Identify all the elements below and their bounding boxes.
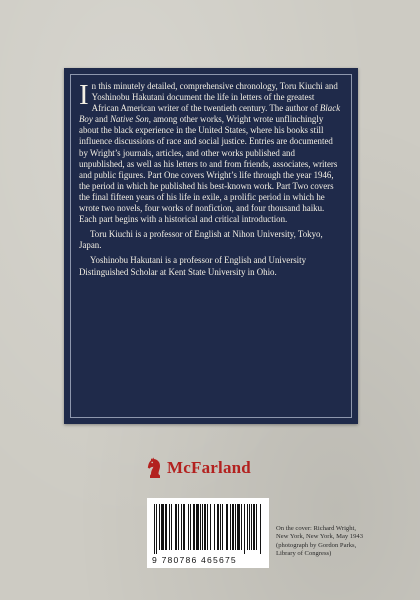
barcode-bar (181, 504, 182, 550)
description-title-italic: Native Son (110, 114, 149, 125)
blurb-panel (64, 68, 358, 424)
barcode-bar (241, 504, 242, 550)
credit-line: Library of Congress) (276, 550, 332, 558)
barcode-bar (210, 504, 211, 550)
barcode-bar (249, 504, 250, 550)
credit-line: New York, New York, May 1943 (276, 533, 364, 541)
barcode-bar (156, 504, 157, 554)
barcode-bar (154, 504, 155, 554)
barcode-bars (154, 504, 262, 554)
barcode-bar (220, 504, 221, 550)
barcode-bar (188, 504, 189, 550)
barcode-bar (196, 504, 199, 550)
drop-cap: I (79, 79, 89, 111)
barcode-bar (251, 504, 252, 550)
barcode-bar (207, 504, 208, 550)
barcode-bar (235, 504, 236, 550)
credit-line: (photograph by Gordon Parks, (276, 541, 357, 549)
barcode-bar (230, 504, 231, 550)
barcode-bar (161, 504, 164, 550)
barcode-bar (190, 504, 191, 550)
barcode-bar (193, 504, 195, 550)
barcode-bar (202, 504, 203, 550)
blurb-text (79, 81, 341, 278)
barcode-bar (171, 504, 172, 550)
barcode-bar (165, 504, 167, 550)
barcode-bar (247, 504, 248, 550)
isbn-digits: 9 780786 465675 (152, 555, 237, 565)
barcode-bar (159, 504, 160, 550)
barcode-bar (222, 504, 223, 550)
barcode-bar (244, 504, 245, 554)
barcode-bar (200, 504, 201, 550)
barcode-bar (253, 504, 255, 550)
description-part: , among other works, Wright wrote unflinchingly about the black experience in the United States, where his books still influence discussions of race and social justice. Entries are documented by Wright’s journals, articles, and other works published and unpublished, as well as his letters to and from friends, associates, writers and public figures. Part One covers Wright’s life through the year 1946, the period in which he published his best-known work. Part Two covers the final fifteen years of his life in exile, a prolific period in which he wrote two novels, four works of nonfiction, and four thousand haiku. Each part begins with a historical and critical introduction. (79, 114, 338, 225)
barcode-bar (214, 504, 215, 550)
barcode-bar (204, 504, 206, 550)
cover-photo-credit (276, 525, 386, 559)
barcode-bar (178, 504, 179, 550)
description-part: n this minutely detailed, comprehensive chronology, Toru Kiuchi and Yoshinobu Hakutani document the life in letters of the greatest African American writer of the twentieth century. The author of (91, 81, 338, 114)
barcode-bar (256, 504, 257, 550)
credit-line: On the cover: Richard Wright, (276, 525, 356, 532)
book-description (79, 81, 341, 225)
barcode-bar (260, 504, 261, 554)
barcode-bar (232, 504, 234, 550)
publisher-logo (147, 455, 251, 481)
isbn-barcode (147, 498, 269, 568)
publisher-name: McFarland (167, 458, 251, 477)
author-bio-kiuchi: Toru Kiuchi is a professor of English at Nihon University, Tokyo, Japan. (79, 229, 323, 251)
description-part: and (92, 114, 111, 125)
barcode-bar (169, 504, 170, 550)
barcode-bar (175, 504, 177, 550)
barcode-bar (183, 504, 185, 550)
barcode-bar (217, 504, 219, 550)
barcode-bar (237, 504, 240, 550)
description-title-italic: Black Boy (79, 103, 341, 125)
author-bio-hakutani: Yoshinobu Hakutani is a professor of English and University Distinguished Scholar at Kent State University in Ohio. (79, 255, 307, 277)
chess-knight-icon (147, 457, 163, 479)
barcode-bar (226, 504, 228, 550)
